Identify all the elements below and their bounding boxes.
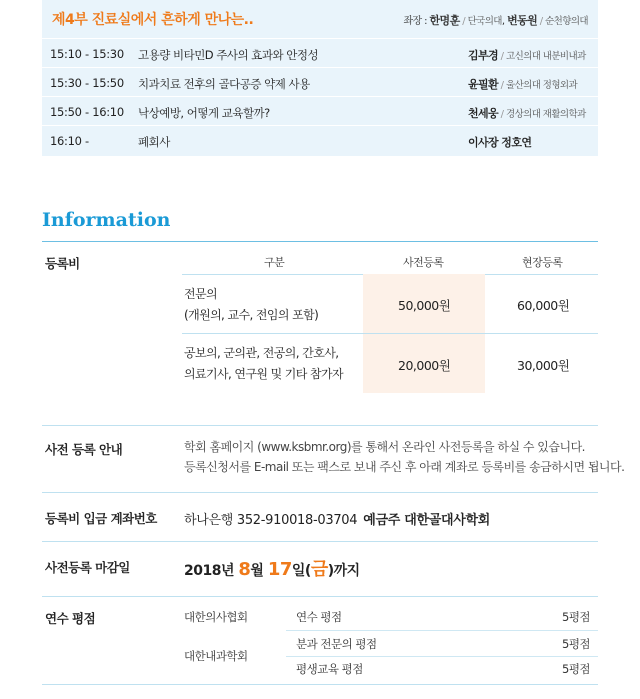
deadline-month: 8 (238, 559, 251, 580)
schedule-speaker: 천세웅 / 경상의대 재활의학과 (468, 107, 586, 120)
speaker-name: 이사장 정호연 (468, 136, 532, 149)
preregistration-label: 사전 등록 안내 (45, 442, 123, 457)
fee-category-line: 전문의 (184, 287, 217, 301)
deadline-close: )까지 (327, 563, 360, 579)
credit-divider (286, 630, 598, 631)
speaker-name: 윤필환 (468, 78, 499, 91)
credit-item-name: 분과 전문의 평점 (296, 637, 377, 651)
schedule-row (42, 67, 598, 96)
session-block (42, 0, 598, 156)
schedule-time: 15:30 - 15:50 (50, 76, 124, 90)
chair2-name: 변동원 (507, 14, 538, 27)
speaker-name: 김부경 (468, 49, 499, 62)
session-title: 제4부 진료실에서 흔하게 만나는.. (52, 12, 254, 28)
speaker-affiliation: 경상의대 재활의학과 (506, 109, 586, 120)
schedule-row (42, 125, 598, 154)
fee-table-rule (182, 333, 598, 334)
fee-category (184, 284, 318, 326)
schedule-time: 16:10 - (50, 134, 89, 148)
schedule-row (42, 96, 598, 125)
schedule-speaker: 윤필환 / 울산의대 정형외과 (468, 78, 578, 91)
credit-item-points: 5평점 (562, 610, 591, 624)
schedule-topic: 폐회사 (138, 135, 170, 149)
schedule-time: 15:50 - 16:10 (50, 105, 124, 119)
chair-prefix: 좌장 : (403, 16, 430, 27)
deadline-month-unit: 월 (250, 563, 268, 579)
deadline-date (184, 555, 360, 581)
schedule-time: 15:10 - 15:30 (50, 47, 124, 61)
chair1-name: 한명훈 (429, 14, 460, 27)
schedule-speaker: 김부경 / 고신의대 내분비내과 (468, 49, 586, 62)
fee-header-category: 구분 (264, 256, 285, 269)
schedule-topic: 치과치료 전후의 골다공증 약제 사용 (138, 77, 310, 91)
deadline-weekday: 금 (310, 559, 328, 580)
fee-header-onsite: 현장등록 (522, 256, 563, 269)
fee-onsite-value: 60,000원 (517, 298, 570, 313)
schedule-row (42, 38, 598, 67)
divider (42, 492, 598, 493)
deadline-label: 사전등록 마감일 (45, 560, 130, 575)
fee-preregistration-value: 50,000원 (398, 298, 451, 313)
divider (42, 684, 598, 685)
session-chair: 좌장 : 한명훈 / 단국의대, 변동원 / 순천향의대 (403, 14, 588, 27)
schedule-topic: 고용량 비타민D 주사의 효과와 안정성 (138, 48, 319, 62)
preregistration-line: 등록신청서를 E-mail 또는 팩스로 보내 주신 후 아래 계좌로 등록비를 송금하시면 됩니다. (184, 460, 625, 474)
speaker-affiliation: 울산의대 정형외과 (506, 80, 578, 91)
deadline-day-unit: 일( (291, 563, 311, 579)
schedule-topic: 낙상예방, 어떻게 교육할까? (138, 106, 270, 120)
divider (42, 425, 598, 426)
credit-org: 대한의사협회 (184, 610, 248, 624)
fee-preregistration-value: 20,000원 (398, 358, 451, 373)
account-number: 하나은행 352-910018-03704 (184, 513, 358, 528)
account-label: 등록비 입금 계좌번호 (45, 511, 157, 526)
session-header (42, 0, 598, 38)
fee-header-preregistration: 사전등록 (403, 256, 444, 269)
credit-item-name: 연수 평점 (296, 610, 342, 624)
fee-category-line: (개원의, 교수, 전임의 포함) (184, 308, 319, 322)
deadline-year: 2018년 (184, 563, 239, 579)
fee-category (184, 343, 343, 385)
credit-item-name: 평생교육 평점 (296, 662, 363, 676)
divider (42, 541, 598, 542)
account-holder: 예금주 대한골대사학회 (363, 513, 491, 528)
divider (42, 241, 598, 242)
preregistration-line: 학회 홈페이지 (www.ksbmr.org)를 통해서 온라인 사전등록을 하실 수 있습니다. (184, 440, 585, 454)
divider (42, 596, 598, 597)
fee-category-line: 공보의, 군의관, 전공의, 간호사, (184, 346, 339, 360)
account-info (184, 509, 490, 528)
deadline-day: 17 (267, 559, 292, 580)
chair2-affiliation: 순천향의대 (545, 16, 588, 27)
schedule-speaker (468, 134, 531, 150)
credit-org: 대한내과학회 (184, 649, 248, 663)
credit-divider (286, 656, 598, 657)
information-heading: Information (42, 209, 171, 231)
credit-item-points: 5평점 (562, 662, 591, 676)
preregistration-text (184, 437, 624, 477)
fee-onsite-value: 30,000원 (517, 358, 570, 373)
credit-item-points: 5평점 (562, 637, 591, 651)
speaker-affiliation: 고신의대 내분비내과 (506, 51, 586, 62)
speaker-name: 천세웅 (468, 107, 499, 120)
fee-label: 등록비 (45, 256, 80, 271)
fee-category-line: 의료기사, 연구원 및 기타 참가자 (184, 367, 343, 381)
chair1-affiliation: 단국의대 (467, 16, 502, 27)
credits-label: 연수 평점 (45, 611, 96, 626)
